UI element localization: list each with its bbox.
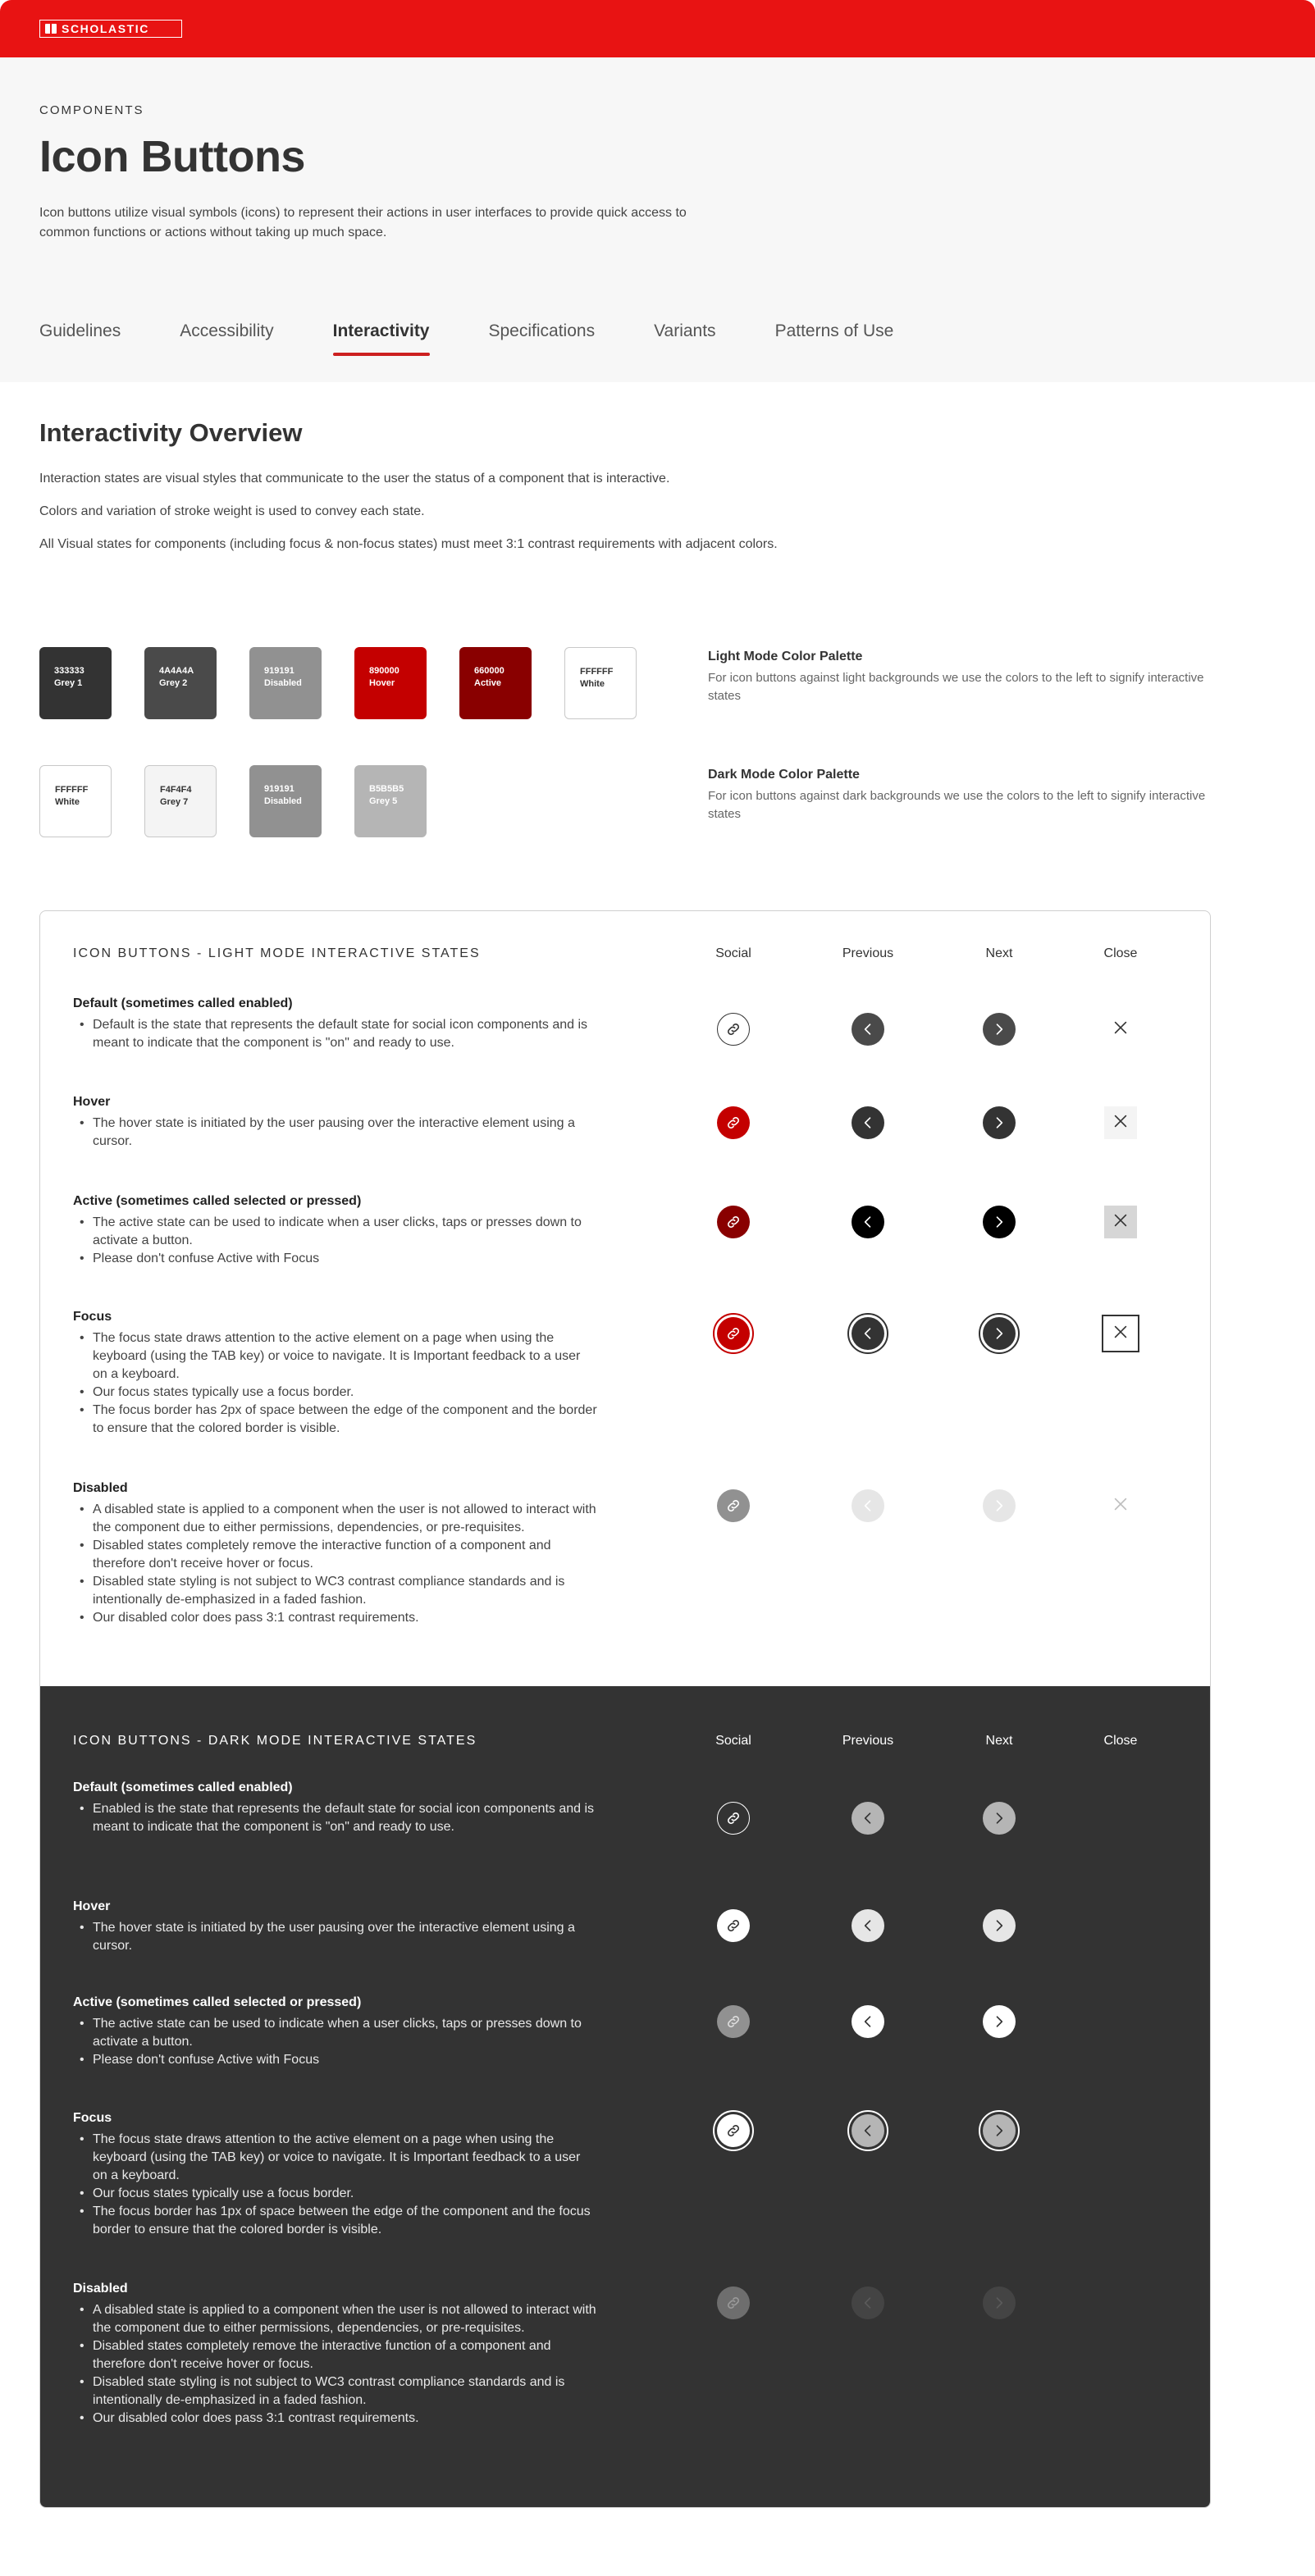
- previous-button-focus[interactable]: [852, 1317, 884, 1350]
- chevron-left-icon: [860, 2013, 876, 2030]
- chevron-right-icon: [991, 1115, 1007, 1131]
- list-item: • Disabled state styling is not subject to WC3 contrast compliance standards and is intentionally de-emphasized in a faded fashion.: [73, 1573, 598, 1609]
- swatch-white: [39, 765, 112, 837]
- link-icon: [725, 1214, 742, 1230]
- chevron-right-icon: [991, 2122, 1007, 2139]
- swatch-hover: [354, 647, 427, 719]
- list-item: • The focus state draws attention to the active element on a page when using the keyboard (using the TAB key) or voice to navigate. It is Important feedback to a user on a keyboard.: [73, 2131, 598, 2185]
- swatch-hex: 4A4A4A: [159, 666, 194, 676]
- previous-button-default[interactable]: [852, 1802, 884, 1835]
- state-title-disabled: Disabled: [73, 1481, 128, 1495]
- close-button-hover[interactable]: [1104, 1106, 1137, 1139]
- next-button-default[interactable]: [983, 1013, 1016, 1046]
- list-item: • The active state can be used to indicate when a user clicks, taps or presses down to activate a button.: [73, 1214, 598, 1250]
- link-icon: [725, 1115, 742, 1131]
- swatch-name: Disabled: [264, 796, 302, 806]
- swatch-active: [459, 647, 532, 719]
- list-item: • Disabled state styling is not subject to WC3 contrast compliance standards and is intentionally de-emphasized in a faded fashion.: [73, 2373, 598, 2410]
- social-button-disabled[interactable]: [717, 2286, 750, 2319]
- swatch-white: [564, 647, 637, 719]
- next-button-hover[interactable]: [983, 1106, 1016, 1139]
- tab-variants[interactable]: Variants: [654, 321, 716, 340]
- state-title-active: Active (sometimes called selected or pressed): [73, 1194, 362, 1208]
- previous-button-disabled[interactable]: [852, 1489, 884, 1522]
- chevron-left-icon: [860, 1498, 876, 1514]
- previous-button-hover[interactable]: [852, 1106, 884, 1139]
- close-button-disabled[interactable]: [1104, 1489, 1137, 1522]
- state-description: [73, 1800, 598, 1836]
- swatch-grey-2: [144, 647, 217, 719]
- tab-guidelines[interactable]: Guidelines: [39, 321, 121, 340]
- list-item: • The hover state is initiated by the user pausing over the interactive element using a cursor.: [73, 1115, 598, 1151]
- chevron-right-icon: [991, 1917, 1007, 1934]
- state-description: [73, 1501, 598, 1627]
- overview-p2: Colors and variation of stroke weight is used to convey each state.: [39, 504, 425, 518]
- link-icon: [725, 2295, 742, 2311]
- list-item: • Our disabled color does pass 3:1 contrast requirements.: [73, 2410, 598, 2428]
- light-palette-title: Light Mode Color Palette: [708, 650, 863, 663]
- swatch-disabled: [249, 765, 322, 837]
- link-icon: [725, 1917, 742, 1934]
- page-title: Icon Buttons: [39, 132, 305, 181]
- intro-text: Icon buttons utilize visual symbols (icons) to represent their actions in user interfaces to provide quick access to common functions or actions without taking up much space.: [39, 206, 687, 239]
- state-description: [73, 2301, 598, 2428]
- state-description: [73, 1919, 598, 1955]
- social-button-active[interactable]: [717, 1206, 750, 1238]
- close-button-focus[interactable]: [1102, 1315, 1139, 1352]
- swatch-name: Active: [474, 678, 502, 688]
- next-button-focus[interactable]: [983, 2114, 1016, 2147]
- overview-p3: All Visual states for components (including focus & non-focus states) must meet 3:1 contrast requirements with adjacent colors.: [39, 537, 778, 551]
- previous-button-active[interactable]: [852, 1206, 884, 1238]
- logo-text: SCHOLASTIC: [62, 22, 149, 35]
- next-button-disabled[interactable]: [983, 1489, 1016, 1522]
- chevron-left-icon: [860, 1021, 876, 1037]
- scholastic-logo[interactable]: [39, 20, 182, 38]
- state-title-hover: Hover: [73, 1095, 111, 1109]
- previous-button-focus[interactable]: [852, 2114, 884, 2147]
- tab-accessibility[interactable]: Accessibility: [180, 321, 274, 340]
- state-title-default: Default (sometimes called enabled): [73, 1780, 293, 1794]
- dark-states-title: ICON BUTTONS - DARK MODE INTERACTIVE STATES: [73, 1734, 477, 1748]
- swatch-name: White: [580, 679, 605, 689]
- next-button-active[interactable]: [983, 2005, 1016, 2038]
- state-description: [73, 1016, 598, 1052]
- list-item: • The focus border has 1px of space between the edge of the component and the focus border to ensure that the colored border is visible.: [73, 2203, 598, 2239]
- swatch-hex: 919191: [264, 666, 295, 676]
- close-icon: [1112, 1495, 1130, 1517]
- social-button-focus[interactable]: [717, 2114, 750, 2147]
- chevron-right-icon: [991, 2295, 1007, 2311]
- column-header-previous: Previous: [842, 946, 894, 960]
- list-item: • Our disabled color does pass 3:1 contrast requirements.: [73, 1609, 598, 1627]
- list-item: • Our focus states typically use a focus border.: [73, 1384, 598, 1402]
- social-button-default[interactable]: [717, 1013, 750, 1046]
- tab-patterns-of-use[interactable]: Patterns of Use: [774, 321, 894, 340]
- social-button-hover[interactable]: [717, 1909, 750, 1942]
- state-title-disabled: Disabled: [73, 2282, 128, 2296]
- link-icon: [725, 1810, 742, 1826]
- tab-interactivity[interactable]: Interactivity: [333, 318, 430, 356]
- tab-bar: [39, 318, 952, 358]
- tab-specifications[interactable]: Specifications: [488, 321, 596, 340]
- link-icon: [725, 2122, 742, 2139]
- swatch-hex: 333333: [54, 666, 84, 676]
- states-card: [39, 910, 1211, 2508]
- column-header-close: Close: [1103, 946, 1138, 960]
- swatch-name: Grey 7: [160, 797, 189, 807]
- list-item: • Please don't confuse Active with Focus: [73, 2051, 598, 2069]
- chevron-right-icon: [991, 1810, 1007, 1826]
- column-header-previous: Previous: [842, 1734, 894, 1748]
- list-item: • The focus border has 2px of space between the edge of the component and the border to ensure that the colored border is visible.: [73, 1402, 598, 1438]
- chevron-right-icon: [991, 2013, 1007, 2030]
- link-icon: [725, 1498, 742, 1514]
- state-description: [73, 2015, 598, 2069]
- column-header-social: Social: [715, 1734, 751, 1748]
- social-button-focus[interactable]: [717, 1317, 750, 1350]
- chevron-left-icon: [860, 1325, 876, 1342]
- column-header-next: Next: [985, 946, 1013, 960]
- list-item: • Please don't confuse Active with Focus: [73, 1250, 598, 1268]
- state-description: [73, 1115, 598, 1151]
- swatch-hex: 660000: [474, 666, 505, 676]
- top-bar: [0, 0, 1315, 57]
- previous-button-active[interactable]: [852, 2005, 884, 2038]
- list-item: • The focus state draws attention to the active element on a page when using the keyboard (using the TAB key) or voice to navigate. It is Important feedback to a user on a keyboard.: [73, 1329, 598, 1384]
- previous-button-hover[interactable]: [852, 1909, 884, 1942]
- social-button-active[interactable]: [717, 2005, 750, 2038]
- swatch-name: Grey 5: [369, 796, 398, 806]
- list-item: • The active state can be used to indicate when a user clicks, taps or presses down to activate a button.: [73, 2015, 598, 2051]
- state-title-default: Default (sometimes called enabled): [73, 996, 293, 1010]
- next-button-active[interactable]: [983, 1206, 1016, 1238]
- close-icon: [1112, 1019, 1130, 1041]
- dark-states-panel: [40, 1686, 1211, 2508]
- list-item: • The hover state is initiated by the user pausing over the interactive element using a cursor.: [73, 1919, 598, 1955]
- swatch-hex: FFFFFF: [580, 667, 614, 677]
- state-title-active: Active (sometimes called selected or pressed): [73, 1995, 362, 2009]
- state-description: [73, 2131, 598, 2239]
- swatch-name: Grey 1: [54, 678, 83, 688]
- swatch-name: Disabled: [264, 678, 302, 688]
- close-icon: [1112, 1211, 1130, 1233]
- column-header-social: Social: [715, 946, 751, 960]
- eyebrow: COMPONENTS: [39, 103, 144, 117]
- list-item: • Default is the state that represents the default state for social icon components and is meant to indicate that the component is "on" and ready to use.: [73, 1016, 598, 1052]
- next-button-default[interactable]: [983, 1802, 1016, 1835]
- book-icon: [45, 24, 57, 34]
- swatch-disabled: [249, 647, 322, 719]
- swatch-name: White: [55, 797, 80, 807]
- social-button-disabled[interactable]: [717, 1489, 750, 1522]
- chevron-left-icon: [860, 2122, 876, 2139]
- next-button-disabled[interactable]: [983, 2286, 1016, 2319]
- chevron-left-icon: [860, 2295, 876, 2311]
- swatch-grey-7: [144, 765, 217, 837]
- overview-heading: Interactivity Overview: [39, 418, 303, 447]
- overview-p1: Interaction states are visual styles that communicate to the user the status of a component that is interactive.: [39, 472, 670, 486]
- swatch-grey-5: [354, 765, 427, 837]
- list-item: • Disabled states completely remove the interactive function of a component and therefore don't receive hover or focus.: [73, 1537, 598, 1573]
- social-button-default[interactable]: [717, 1802, 750, 1835]
- chevron-left-icon: [860, 1917, 876, 1934]
- close-button-default[interactable]: [1104, 1013, 1137, 1046]
- state-title-focus: Focus: [73, 2111, 112, 2125]
- chevron-left-icon: [860, 1214, 876, 1230]
- list-item: • Enabled is the state that represents the default state for social icon components and is meant to indicate that the component is "on" and ready to use.: [73, 1800, 598, 1836]
- chevron-right-icon: [991, 1021, 1007, 1037]
- chevron-right-icon: [991, 1214, 1007, 1230]
- next-button-focus[interactable]: [983, 1317, 1016, 1350]
- chevron-left-icon: [860, 1115, 876, 1131]
- link-icon: [725, 2013, 742, 2030]
- close-button-active[interactable]: [1104, 1206, 1137, 1238]
- swatch-name: Grey 2: [159, 678, 188, 688]
- list-item: • Our focus states typically use a focus border.: [73, 2185, 598, 2203]
- dark-palette-title: Dark Mode Color Palette: [708, 768, 860, 782]
- close-icon: [1112, 1323, 1130, 1345]
- swatch-hex: 890000: [369, 666, 400, 676]
- state-description: [73, 1214, 598, 1268]
- state-description: [73, 1329, 598, 1438]
- next-button-hover[interactable]: [983, 1909, 1016, 1942]
- swatch-grey-1: [39, 647, 112, 719]
- column-header-next: Next: [985, 1734, 1013, 1748]
- previous-button-disabled[interactable]: [852, 2286, 884, 2319]
- light-palette-desc: For icon buttons against light backgrounds we use the colors to the left to signify interactive states: [708, 671, 1204, 703]
- state-title-focus: Focus: [73, 1310, 112, 1324]
- state-title-hover: Hover: [73, 1899, 111, 1913]
- swatch-hex: B5B5B5: [369, 784, 404, 794]
- list-item: • A disabled state is applied to a component when the user is not allowed to interact with the component due to either permissions, dependencies, or pre-requisites.: [73, 1501, 598, 1537]
- link-icon: [725, 1325, 742, 1342]
- dark-palette-desc: For icon buttons against dark backgrounds we use the colors to the left to signify interactive states: [708, 789, 1206, 821]
- social-button-hover[interactable]: [717, 1106, 750, 1139]
- swatch-hex: FFFFFF: [55, 785, 89, 795]
- list-item: • Disabled states completely remove the interactive function of a component and therefore don't receive hover or focus.: [73, 2337, 598, 2373]
- previous-button-default[interactable]: [852, 1013, 884, 1046]
- column-header-close: Close: [1103, 1734, 1138, 1748]
- swatch-hex: 919191: [264, 784, 295, 794]
- swatch-hex: F4F4F4: [160, 785, 192, 795]
- chevron-right-icon: [991, 1498, 1007, 1514]
- close-icon: [1112, 1112, 1130, 1134]
- list-item: • A disabled state is applied to a component when the user is not allowed to interact with the component due to either permissions, dependencies, or pre-requisites.: [73, 2301, 598, 2337]
- swatch-name: Hover: [369, 678, 395, 688]
- chevron-left-icon: [860, 1810, 876, 1826]
- link-icon: [725, 1021, 742, 1037]
- light-states-title: ICON BUTTONS - LIGHT MODE INTERACTIVE STATES: [73, 946, 481, 960]
- chevron-right-icon: [991, 1325, 1007, 1342]
